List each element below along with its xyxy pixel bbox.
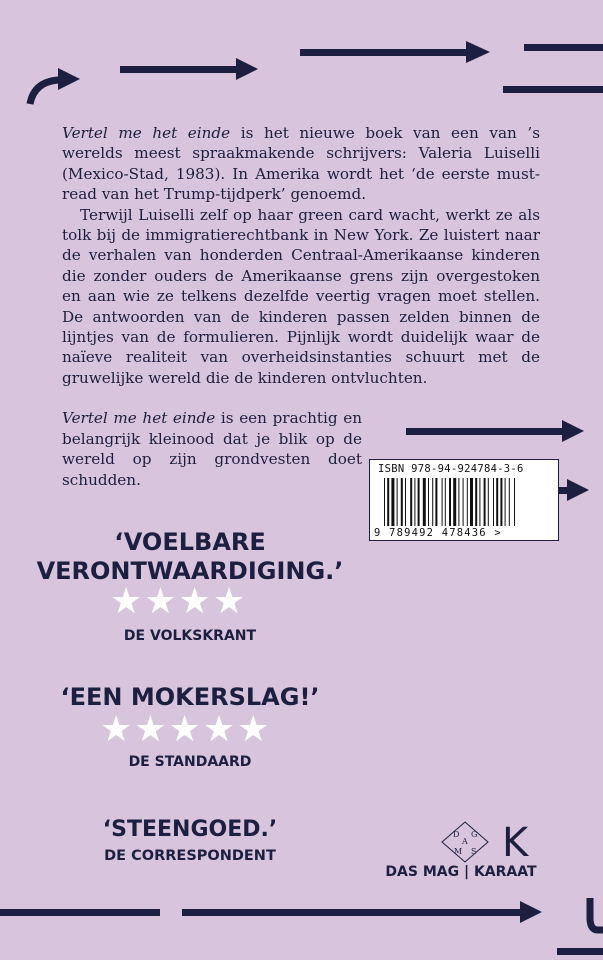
barcode-bar — [414, 478, 415, 526]
barcode-bar — [505, 478, 506, 526]
barcode-bar — [410, 478, 412, 526]
barcode-bar — [493, 478, 494, 526]
isbn-barcode — [369, 459, 559, 541]
isbn-number: ISBN 978-94-924784-3-6 — [378, 463, 524, 475]
description-paragraph-1 — [62, 123, 540, 205]
arrow-top-right — [300, 41, 603, 93]
barcode-bar — [405, 478, 406, 526]
barcode-bar — [384, 478, 385, 526]
arrow-top-middle — [120, 58, 258, 80]
barcode-bar — [401, 478, 403, 526]
barcode-bar — [488, 478, 489, 526]
barcode-bar — [467, 478, 468, 526]
karaat-letter: K — [502, 820, 529, 862]
barcode-bar — [509, 478, 510, 526]
das-mag-logo — [440, 820, 490, 864]
barcode-bar — [479, 478, 480, 526]
dasmag-letter-a: A — [462, 837, 468, 846]
description-text: is een prachtig en belangrijk kleinood dat je blik op de wereld op zijn grondvesten doet schudden. — [62, 409, 362, 489]
barcode-bar — [391, 478, 394, 526]
review-quote-1: ‘VOELBARE VERONTWAARDIGING.’ — [36, 528, 344, 585]
barcode-bar — [387, 478, 389, 526]
barcode-bars — [384, 478, 546, 526]
barcode-bar — [449, 478, 451, 526]
publisher-name: DAS MAG | KARAAT — [385, 864, 537, 880]
description-paragraph-2: Terwijl Luiselli zelf op haar green card wacht, werkt ze als tolk bij de immigratierechtbank in New York. Ze luistert naar de verhalen van honderden Centraal-Amerikaanse kinderen die zonder ouders de Amerikaanse grens zijn overgestoken en aan wie ze telkens dezelfde veertig vragen moet stellen. De antwoorden van de kinderen passen zelden binnen de lijntjes van de formulieren. Pijnlijk wordt duidelijk waar de naïeve realiteit van overheidsinstanties schuurt met de gruwelijke wereld die de kinderen ontvluchten. — [62, 205, 540, 387]
review-quote-3: ‘STEENGOED.’ — [102, 817, 278, 842]
barcode-bar — [500, 478, 502, 526]
barcode-bar — [475, 478, 477, 526]
book-title-italic: Vertel me het einde — [62, 409, 216, 428]
barcode-bar — [453, 478, 456, 526]
barcode-bar — [484, 478, 486, 526]
barcode-bar — [496, 478, 498, 526]
barcode-bar — [458, 478, 459, 526]
barcode-bar — [428, 478, 429, 526]
description-paragraph-3 — [62, 408, 362, 490]
review-source-2: DE STANDAARD — [128, 754, 252, 770]
review-quote-2: ‘EEN MOKERSLAG!’ — [60, 683, 320, 711]
review-source-3: DE CORRESPONDENT — [104, 848, 276, 864]
barcode-bar — [418, 478, 420, 526]
barcode-bar — [442, 478, 443, 526]
dasmag-letter-g: G — [471, 830, 478, 839]
barcode-bar — [514, 478, 515, 526]
barcode-bar — [397, 478, 398, 526]
book-description — [62, 123, 540, 490]
barcode-bar — [445, 478, 446, 526]
karaat-logo — [500, 818, 534, 862]
barcode-bar — [435, 478, 437, 526]
barcode-bar — [432, 478, 433, 526]
barcode-bar — [423, 478, 426, 526]
book-title-italic: Vertel me het einde — [62, 124, 231, 142]
ean-number: 9 789492 478436 > — [374, 527, 502, 539]
arrow-bottom — [0, 898, 603, 955]
star-rating-1: ★★★★ — [110, 581, 248, 622]
arrow-top-curved — [30, 68, 80, 104]
description-text: is het nieuwe boek van een van ’s werelds meest spraakmakende schrijvers: Valeria Luiselli (Mexico-Stad, 1983). In Amerika wordt het ‘de eerste must-read van het Trump-tijdperk’ genoemd. — [62, 124, 540, 204]
barcode-bar — [470, 478, 473, 526]
dasmag-letter-m: M — [454, 847, 463, 856]
star-rating-2: ★★★★★ — [100, 709, 272, 750]
review-source-1: DE VOLKSKRANT — [123, 628, 257, 644]
dasmag-letter-s: S — [471, 847, 477, 856]
barcode-bar — [463, 478, 464, 526]
dasmag-letter-d: D — [453, 830, 460, 839]
